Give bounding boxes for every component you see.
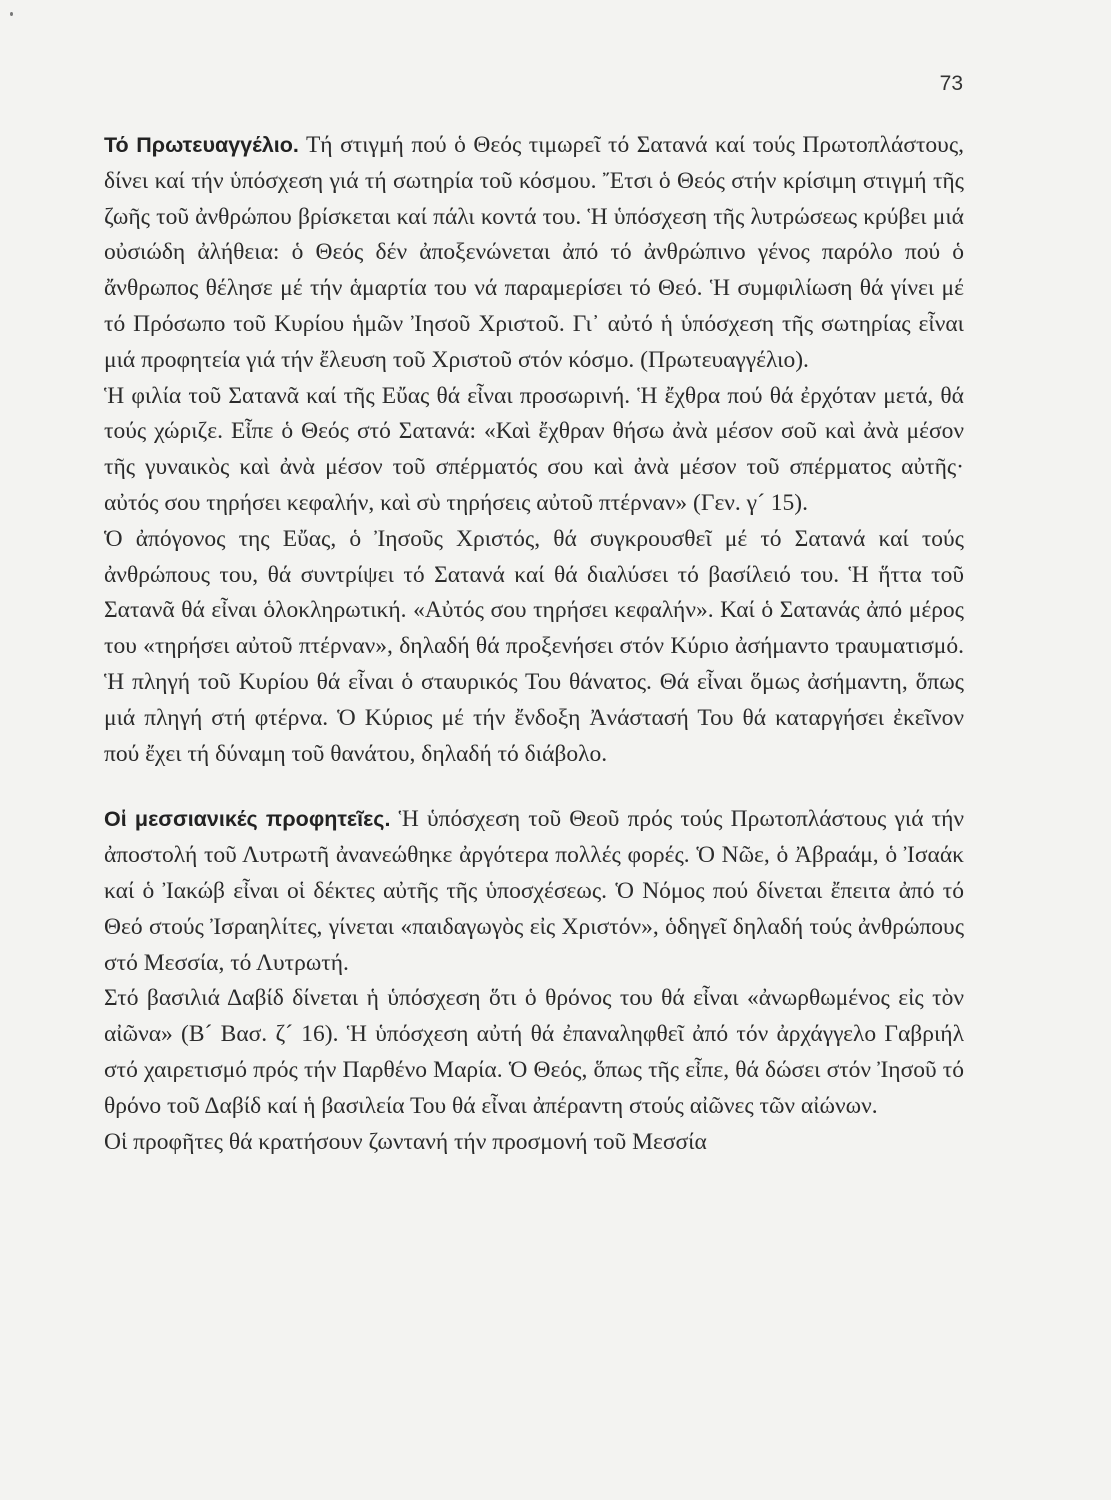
section-heading: Οἱ μεσσιανικές προφητεῖες. [104,807,391,832]
paragraph: Στό βασιλιά Δαβίδ δίνεται ἡ ὑπόσχεση ὅτι ὁ θρόνος του θά εἶναι «ἀνωρθωμένος εἰς τὸν αἰῶνα» (Β´ Βασ. ζ´ 16). Ἡ ὑπόσχεση αὐτή θά ἐπαναληφθεῖ ἀπό τόν ἀρχάγγελο Γαβριήλ στό χαιρετισμό πρός τήν Παρθένο Μαρία. Ὁ Θεός, ὅπως τῆς εἶπε, θά δώσει στόν Ἰησοῦ τό θρόνο τοῦ Δαβίδ καί ἡ βασιλεία Του θά εἶναι ἀπέραντη στούς αἰῶνες τῶν αἰώνων. [104,985,964,1119]
body-text [104,128,964,1160]
paragraph: Οἱ προφῆτες θά κρατήσουν ζωντανή τήν προσμονή τοῦ Μεσσία [104,1128,707,1155]
paragraph [104,802,964,981]
page-number: 73 [939,72,963,95]
scan-speck [10,12,13,16]
paragraph-text: Ἡ ὑπόσχεση τοῦ Θεοῦ πρός τούς Πρωτοπλάστους γιά τήν ἀποστολή τοῦ Λυτρωτῆ ἀνανεώθηκε ἀργότερα πολλές φορές. Ὁ Νῶε, ὁ Ἀβραάμ, ὁ Ἰσαάκ καί ὁ Ἰακώβ εἶναι οἱ δέκτες αὐτῆς τῆς ὑποσχέσεως. Ὁ Νόμος πού δίνεται ἔπειτα ἀπό τό Θεό στούς Ἰσραηλίτες, γίνεται «παιδαγωγὸς εἰς Χριστόν», ὁδηγεῖ δηλαδή τούς ἀνθρώπους στό Μεσσία, τό Λυτρωτή. [104,806,964,976]
paragraph: Ὁ ἀπόγονος της Εὔας, ὁ Ἰησοῦς Χριστός, θά συγκρουσθεῖ μέ τό Σατανά καί τούς ἀνθρώπους του, θά συντρίψει τό Σατανά καί θά διαλύσει τό βασίλειό του. Ἡ ἥττα τοῦ Σατανᾶ θά εἶναι ὁλοκληρωτική. «Αὐτός σου τηρήσει κεφαλήν». Καί ὁ Σατανάς ἀπό μέρος του «τηρήσει αὐτοῦ πτέρναν», δηλαδή θά προξενήσει στόν Κύριο ἀσήμαντο τραυματισμό. Ἡ πληγή τοῦ Κυρίου θά εἶναι ὁ σταυρικός Του θάνατος. Θά εἶναι ὅμως ἀσήμαντη, ὅπως μιά πληγή στή φτέρνα. Ὁ Κύριος μέ τήν ἔνδοξη Ἀνάστασή Του θά καταργήσει ἐκεῖνον πού ἔχει τή δύναμη τοῦ θανάτου, δηλαδή τό διάβολο. [104,525,964,767]
paragraph: Ἡ φιλία τοῦ Σατανᾶ καί τῆς Εὔας θά εἶναι προσωρινή. Ἡ ἔχθρα πού θά ἐρχόταν μετά, θά τούς χώριζε. Εἶπε ὁ Θεός στό Σατανά: «Καὶ ἔχθραν θήσω ἀνὰ μέσον σοῦ καὶ ἀνὰ μέσον τῆς γυναικὸς καὶ ἀνὰ μέσον τοῦ σπέρματός σου καὶ ἀνὰ μέσον τοῦ σπέρματος αὐτῆς· αὐτός σου τηρήσει κεφαλήν, καὶ σὺ τηρήσεις αὐτοῦ πτέρναν» (Γεν. γ´ 15). [104,382,964,516]
section-heading: Τό Πρωτευαγγέλιο. [104,133,299,157]
paragraph-text: Τή στιγμή πού ὁ Θεός τιμωρεῖ τό Σατανά καί τούς Πρωτοπλάστους, δίνει καί τήν ὑπόσχεση γιά τή σωτηρία τοῦ κόσμου. Ἔτσι ὁ Θεός στήν κρίσιμη στιγμή τῆς ζωῆς τοῦ ἀνθρώπου βρίσκεται καί πάλι κοντά του. Ἡ ὑπόσχεση τῆς λυτρώσεως κρύβει μιά οὐσιώδη ἀλήθεια: ὁ Θεός δέν ἀποξενώνεται ἀπό τό ἀνθρώπινο γένος παρόλο πού ὁ ἄνθρωπος θέλησε μέ τήν ἁμαρτία του νά παραμερίσει τό Θεό. Ἡ συμφιλίωση θά γίνει μέ τό Πρόσωπο τοῦ Κυρίου ἡμῶν Ἰησοῦ Χριστοῦ. Γι᾿ αὐτό ἡ ὑπόσχεση τῆς σωτηρίας εἶναι μιά προφητεία γιά τήν ἔλευση τοῦ Χριστοῦ στόν κόσμο. (Πρωτευαγγέλιο). [104,132,964,373]
paragraph [104,128,964,379]
